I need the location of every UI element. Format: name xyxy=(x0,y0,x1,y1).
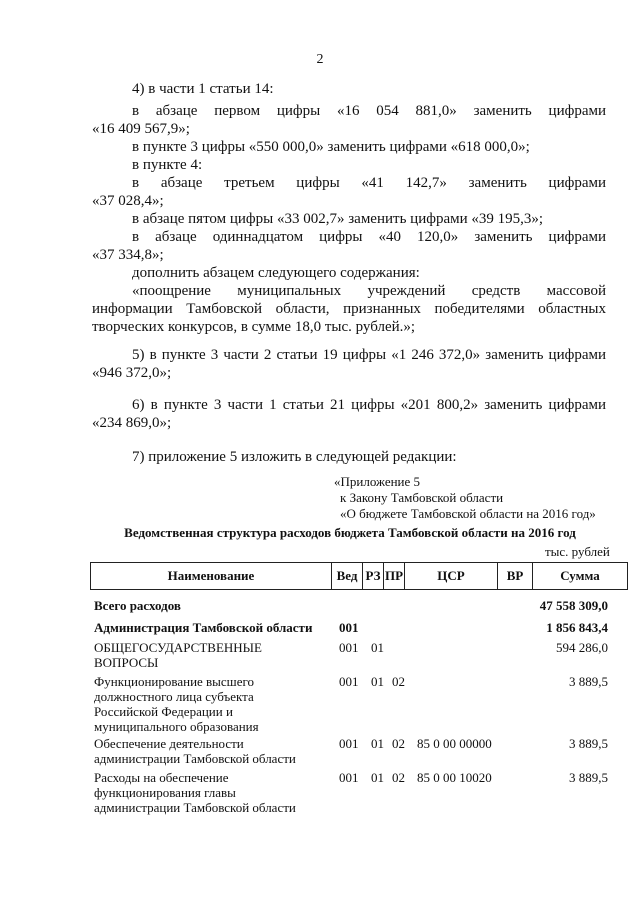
appendix-line: к Закону Тамбовской области xyxy=(340,490,504,505)
header-pr: ПР xyxy=(384,563,405,590)
row-pr: 02 xyxy=(392,674,405,689)
row-sum: 3 889,5 xyxy=(569,736,608,751)
row-name-line: Российской Федерации и xyxy=(94,704,233,719)
row-ved: 001 xyxy=(339,770,359,785)
row-sum: 594 286,0 xyxy=(556,640,608,655)
header-rz: РЗ xyxy=(363,563,384,590)
header-csr: ЦСР xyxy=(405,563,498,590)
row-name-line: Всего расходов xyxy=(94,598,181,613)
row-rz: 01 xyxy=(371,640,384,655)
row-sum: 3 889,5 xyxy=(569,674,608,689)
paragraph-4-line: в пункте 4: xyxy=(132,157,203,173)
paragraph-5-line: 5) в пункте 3 части 2 статьи 19 цифры «1 246 372,0» заменить цифрами xyxy=(132,347,606,363)
row-ved: 001 xyxy=(339,640,359,655)
row-name xyxy=(94,736,334,766)
row-csr: 85 0 00 10020 xyxy=(417,770,492,785)
paragraph-4-line: в абзаце одиннадцатом цифры «40 120,0» заменить цифрами xyxy=(132,229,606,245)
row-name-line: должностного лица субъекта xyxy=(94,689,254,704)
header-name: Наименование xyxy=(91,563,332,590)
header-vr: ВР xyxy=(498,563,533,590)
row-name-line: функционирования главы xyxy=(94,785,236,800)
paragraph-4-line: «37 028,4»; xyxy=(92,193,164,209)
row-name xyxy=(94,620,334,635)
row-rz: 01 xyxy=(371,674,384,689)
paragraph-4-line: в пункте 3 цифры «550 000,0» заменить цифрами «618 000,0»; xyxy=(132,139,530,155)
paragraph-4-line: «16 409 567,9»; xyxy=(92,121,190,137)
row-name xyxy=(94,770,334,815)
table-header xyxy=(90,562,628,590)
page-number: 2 xyxy=(316,52,324,67)
row-name-line: ОБЩЕГОСУДАРСТВЕННЫЕ xyxy=(94,640,262,655)
table-title: Ведомственная структура расходов бюджета Тамбовской области на 2016 год xyxy=(124,525,576,540)
row-sum: 47 558 309,0 xyxy=(539,598,608,613)
row-name xyxy=(94,674,334,734)
appendix-line: «Приложение 5 xyxy=(334,474,421,489)
paragraph-4-line: в абзаце пятом цифры «33 002,7» заменить цифрами «39 195,3»; xyxy=(132,211,544,227)
row-pr: 02 xyxy=(392,736,405,751)
row-name-line: Администрация Тамбовской области xyxy=(94,620,313,635)
units-label: тыс. рублей xyxy=(545,544,610,559)
paragraph-6-line: 6) в пункте 3 части 1 статьи 21 цифры «201 800,2» заменить цифрами xyxy=(132,397,606,413)
row-ved: 001 xyxy=(339,674,359,689)
row-sum: 1 856 843,4 xyxy=(546,620,608,635)
row-name-line: ВОПРОСЫ xyxy=(94,655,159,670)
row-ved: 001 xyxy=(339,736,359,751)
row-name-line: Функционирование высшего xyxy=(94,674,254,689)
paragraph-7-line: 7) приложение 5 изложить в следующей редакции: xyxy=(132,449,457,465)
row-sum: 3 889,5 xyxy=(569,770,608,785)
row-name-line: администрации Тамбовской области xyxy=(94,800,296,815)
paragraph-6-line: «234 869,0»; xyxy=(92,415,172,431)
row-name-line: Расходы на обеспечение xyxy=(94,770,229,785)
row-name-line: муниципального образования xyxy=(94,719,259,734)
paragraph-4-line: информации Тамбовской области, признанных победителями областных xyxy=(92,301,606,317)
paragraph-5-line: «946 372,0»; xyxy=(92,365,172,381)
row-name xyxy=(94,640,334,670)
paragraph-4-line: в абзаце третьем цифры «41 142,7» заменить цифрами xyxy=(132,175,606,191)
row-name-line: администрации Тамбовской области xyxy=(94,751,296,766)
paragraph-4-heading: 4) в части 1 статьи 14: xyxy=(132,81,274,97)
paragraph-4-line: «37 334,8»; xyxy=(92,247,164,263)
header-sum: Сумма xyxy=(533,563,628,590)
paragraph-4-line: дополнить абзацем следующего содержания: xyxy=(132,265,420,281)
paragraph-4-line: в абзаце первом цифры «16 054 881,0» заменить цифрами xyxy=(132,103,606,119)
paragraph-4-line: творческих конкурсов, в сумме 18,0 тыс. рублей.»; xyxy=(92,319,416,335)
row-csr: 85 0 00 00000 xyxy=(417,736,492,751)
appendix-line: «О бюджете Тамбовской области на 2016 год» xyxy=(340,506,596,521)
row-name xyxy=(94,598,334,613)
row-pr: 02 xyxy=(392,770,405,785)
row-ved: 001 xyxy=(339,620,359,635)
row-name-line: Обеспечение деятельности xyxy=(94,736,244,751)
row-rz: 01 xyxy=(371,770,384,785)
row-rz: 01 xyxy=(371,736,384,751)
paragraph-4-line: «поощрение муниципальных учреждений средств массовой xyxy=(132,283,606,299)
header-ved: Вед xyxy=(332,563,363,590)
